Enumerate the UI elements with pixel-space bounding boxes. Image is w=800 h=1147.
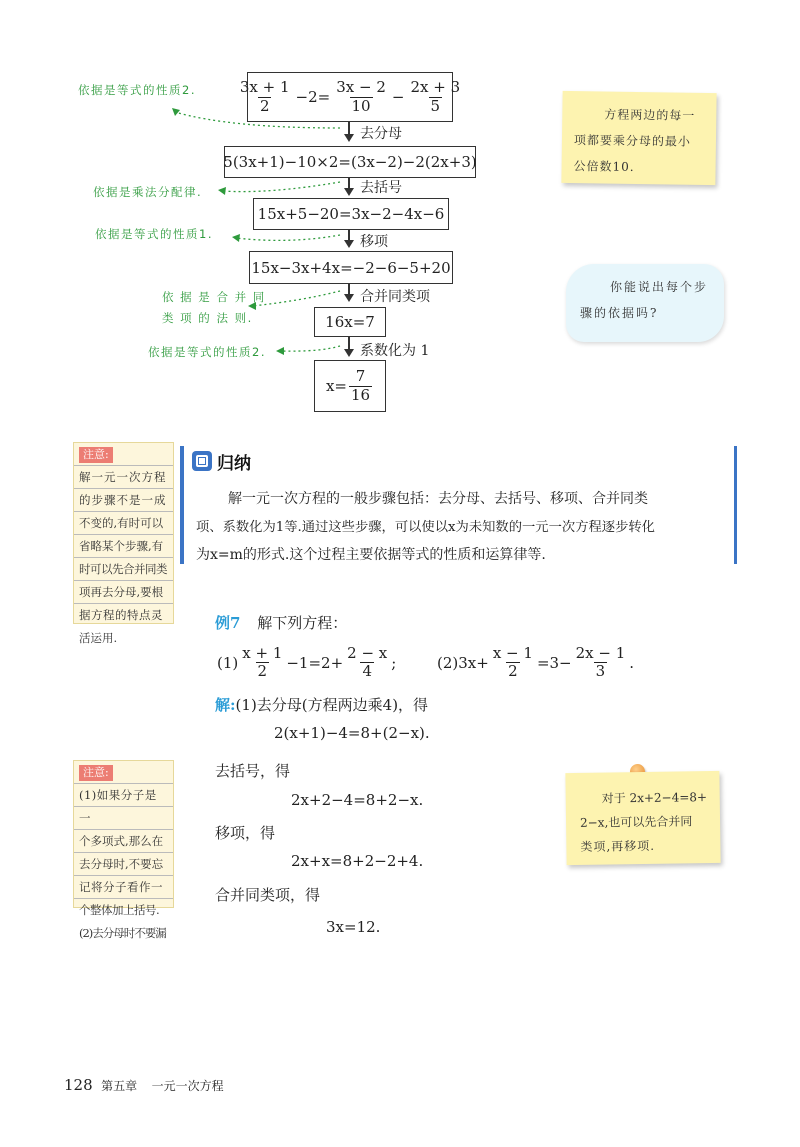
sticky-note-1: 方程两边的每一 项都要乘分母的最小 公倍数10.	[561, 91, 716, 185]
margin-note-2: 注意: (1)如果分子是一 个多项式,那么在 去分母时,不要忘 记将分子看作一 个整体加上括号. (2)去分母时不要漏	[73, 760, 174, 908]
note-label: 注意:	[79, 447, 113, 463]
chapter-title: 一元一次方程	[151, 1079, 224, 1093]
solution-eq-3: 2x+x=8+2−2+4.	[291, 852, 424, 870]
fraction: $\frac{3x + 1}{2}$	[239, 78, 290, 115]
chapter-label: 第五章	[101, 1079, 138, 1093]
annotation-4b: 类 项 的 法 则.	[162, 311, 253, 325]
step-label-4: 合并同类项	[360, 289, 430, 305]
example-label: 例7 解下列方程：	[215, 614, 348, 632]
equation-box-2: 5(3x+1)−10×2=(3x−2)−2(2x+3)	[224, 146, 476, 178]
problem-1: (1) $\frac{x + 1}{2}$ −1=2+ $\frac{2 - x}{4}$ ;	[217, 644, 397, 681]
summary-title: 归纳	[217, 454, 251, 474]
annotation-5: 依据是等式的性质2.	[148, 345, 266, 359]
solution-eq-4: 3x=12.	[326, 918, 381, 936]
solution-eq-2: 2x+2−4=8+2−x.	[291, 791, 424, 809]
solution-text-4: 合并同类项，得	[215, 886, 321, 904]
problem-2: (2)3x+ $\frac{x - 1}{2}$ =3− $\frac{2x - 1}{3}$ .	[437, 644, 635, 681]
step-label-2: 去括号	[360, 180, 402, 196]
annotation-3: 依据是等式的性质1.	[95, 227, 213, 241]
equation-box-3: 15x+5−20=3x−2−4x−6	[253, 198, 449, 230]
question-bubble: 你能说出每个步 骤的依据吗?	[566, 264, 724, 342]
equation-box-1: $\frac{3x + 1}{2}$ −2= $\frac{3x - 2}{10}$ − $\frac{2x + 3}{5}$	[247, 72, 453, 122]
fraction: $\frac{7}{16}$	[350, 367, 371, 404]
summary-line-1: 解一元一次方程的一般步骤包括：去分母、去括号、移项、合并同类	[228, 491, 648, 507]
solution-intro: 解:(1)去分母(方程两边乘4)，得	[215, 696, 429, 714]
solution-text-3: 移项，得	[215, 824, 276, 842]
summary-line-2: 项、系数化为1等.通过这些步骤，可以使以x为未知数的一元一次方程逐步转化	[196, 520, 655, 535]
fraction: $\frac{3x - 2}{10}$	[336, 78, 386, 115]
step-label-3: 移项	[360, 234, 388, 250]
summary-line-3: 为x=m的形式.这个过程主要依据等式的性质和运算律等.	[196, 547, 546, 563]
equation-box-6: x= $\frac{7}{16}$	[314, 360, 386, 412]
equation-box-5: 16x=7	[314, 307, 386, 337]
page-number: 128	[64, 1076, 93, 1094]
margin-note-1: 注意: 解一元一次方程 的步骤不是一成 不变的,有时可以 省略某个步骤,有 时可以先合并同类 项再去分母,要根 据方程的特点灵 活运用.	[73, 442, 174, 624]
step-label-1: 去分母	[360, 126, 402, 142]
annotation-1: 依据是等式的性质2.	[78, 83, 196, 97]
annotation-4a: 依 据 是 合 并 同	[162, 290, 266, 304]
note-label: 注意:	[79, 765, 113, 781]
solution-text-2: 去括号，得	[215, 762, 291, 780]
fraction: $\frac{2x + 3}{5}$	[410, 78, 461, 115]
sticky-note-2: 对于 2x+2−4=8+ 2−x,也可以先合并同 类项,再移项.	[565, 771, 720, 865]
summary-right-border	[734, 446, 737, 564]
step-label-5: 系数化为 1	[360, 343, 430, 359]
annotation-2: 依据是乘法分配律.	[93, 185, 203, 199]
solution-eq-1: 2(x+1)−4=8+(2−x).	[274, 724, 430, 742]
equation-box-4: 15x−3x+4x=−2−6−5+20	[249, 251, 453, 284]
summary-left-border	[180, 446, 184, 564]
summary-icon	[192, 451, 212, 471]
page-footer	[64, 1076, 224, 1094]
